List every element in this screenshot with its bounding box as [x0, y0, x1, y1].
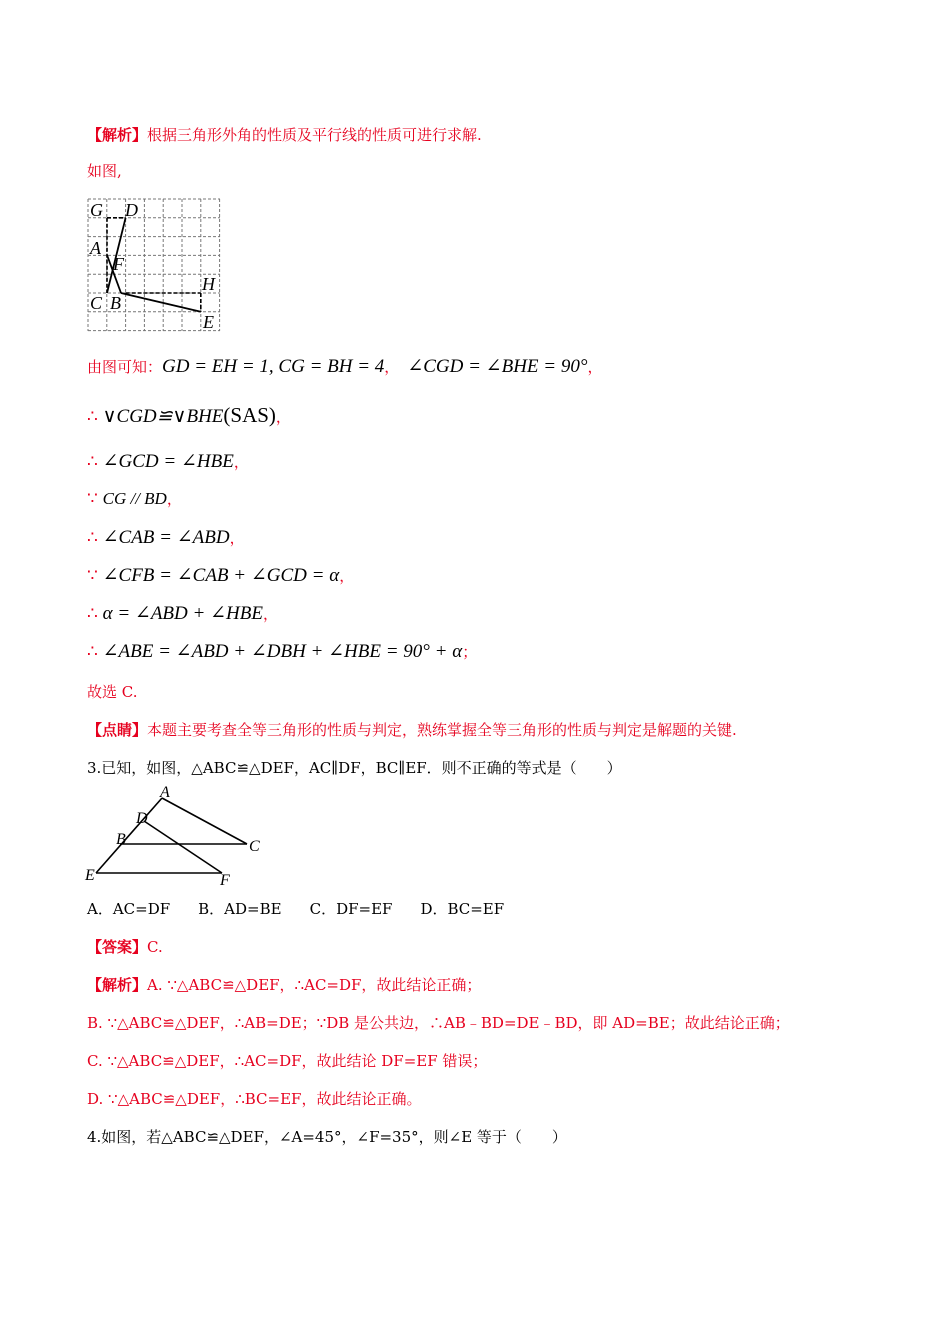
q3-label-D: D: [136, 810, 148, 827]
q3-label-B: B: [116, 831, 126, 848]
grid-figure: [87, 198, 221, 332]
grid-label-E: E: [203, 312, 214, 332]
comment-line: [87, 719, 737, 740]
step-line: [87, 450, 249, 473]
step-end: ，: [166, 490, 182, 508]
known-prefix: 由图可知：: [87, 358, 163, 376]
step-line: [87, 403, 291, 428]
step-symbol: ∴: [87, 452, 98, 472]
q3-label-A: A: [160, 784, 170, 801]
comment-tag: 【点睛】: [87, 721, 148, 739]
step-symbol: ∵: [87, 489, 98, 509]
step-end: ，: [275, 408, 291, 426]
step-symbol: ∵: [87, 566, 98, 586]
analysis-line: [87, 124, 482, 145]
q3-analysis-tag: 【解析】: [87, 976, 148, 994]
step-end: ；: [462, 643, 478, 661]
step-line: [87, 564, 354, 587]
grid-label-H: H: [202, 274, 215, 294]
step-end: ，: [339, 567, 355, 585]
as-figure-text: 如图,: [87, 162, 122, 180]
step-expr: ∠ABE = ∠ABD + ∠DBH + ∠HBE = 90° + α: [102, 641, 463, 662]
step-line: [87, 602, 278, 625]
analysis-text: 根据三角形外角的性质及平行线的性质可进行求解.: [147, 126, 482, 144]
q3-analysis-text: D. ∵△ABC≌△DEF，∴BC=EF，故此结论正确。: [87, 1090, 422, 1108]
choose-text: 故选 C.: [87, 683, 138, 701]
known-end: ，: [587, 358, 603, 376]
grid-label-A: A: [90, 238, 101, 258]
q3-analysis-line: [87, 974, 481, 995]
q3-option-c[interactable]: C．DF=EF: [309, 900, 393, 918]
step-expr: ∨CGD≌∨BHE: [102, 406, 224, 427]
q3-analysis-text: A. ∵△ABC≌△DEF，∴AC=DF，故此结论正确；: [147, 976, 482, 994]
known-eq1: GD = EH = 1, CG = BH = 4: [162, 356, 385, 377]
grid-label-D: D: [125, 200, 138, 220]
q3-answer-line: [87, 936, 163, 957]
comment-text: 本题主要考查全等三角形的性质与判定，熟练掌握全等三角形的性质与判定是解题的关键.: [147, 721, 737, 739]
step-expr: α = ∠ABD + ∠HBE: [102, 603, 263, 624]
q3-analysis-text: C. ∵△ABC≌△DEF，∴AC=DF，故此结论 DF=EF 错误；: [87, 1052, 488, 1070]
step-expr: ∠CFB = ∠CAB + ∠GCD = α: [102, 565, 340, 586]
q3-answer-tag: 【答案】: [87, 938, 148, 956]
q3-figure: [82, 784, 267, 888]
step-end: ，: [229, 529, 245, 547]
grid-label-F: F: [113, 254, 124, 274]
q3-options: [87, 898, 532, 919]
q3-option-a[interactable]: A．AC=DF: [87, 900, 171, 918]
q3-label-F: F: [220, 872, 230, 888]
q4-stem: 4.如图，若△ABC≌△DEF，∠A=45°，∠F=35°，则∠E 等于（ ）: [87, 1128, 567, 1146]
analysis-tag: 【解析】: [87, 126, 148, 144]
grid-label-G: G: [90, 200, 103, 220]
step-expr: ∠CAB = ∠ABD: [102, 527, 230, 548]
q3-label-C: C: [249, 838, 260, 855]
step-symbol: ∴: [87, 604, 98, 624]
step-tail: (SAS): [223, 403, 276, 427]
step-end: ，: [233, 453, 249, 471]
step-symbol: ∴: [87, 642, 98, 662]
q3-label-E: E: [85, 867, 95, 884]
known-sep: ，: [384, 358, 400, 376]
step-line: [87, 640, 477, 663]
step-line: [87, 526, 245, 549]
q3-answer: C.: [147, 938, 163, 956]
q3-analysis-text: B. ∵△ABC≌△DEF，∴AB=DE；∵DB 是公共边，∴AB﹣BD=DE﹣BD，即 AD=BE；故此结论正确；: [87, 1014, 790, 1032]
grid-label-C: C: [90, 293, 103, 313]
step-expr: CG // BD: [102, 489, 167, 508]
grid-label-B: B: [110, 293, 121, 313]
known-line: [87, 355, 602, 378]
q3-option-b[interactable]: B．AD=BE: [198, 900, 282, 918]
step-expr: ∠GCD = ∠HBE: [102, 451, 234, 472]
q3-stem: 3.已知，如图，△ABC≌△DEF，AC∥DF，BC∥EF．则不正确的等式是（ ）: [87, 759, 622, 777]
step-symbol: ∴: [87, 407, 98, 427]
q3-option-d[interactable]: D．BC=EF: [420, 900, 505, 918]
step-end: ，: [262, 605, 278, 623]
known-eq2: ∠CGD = ∠BHE = 90°: [407, 356, 588, 377]
step-line: [87, 488, 182, 509]
step-symbol: ∴: [87, 528, 98, 548]
